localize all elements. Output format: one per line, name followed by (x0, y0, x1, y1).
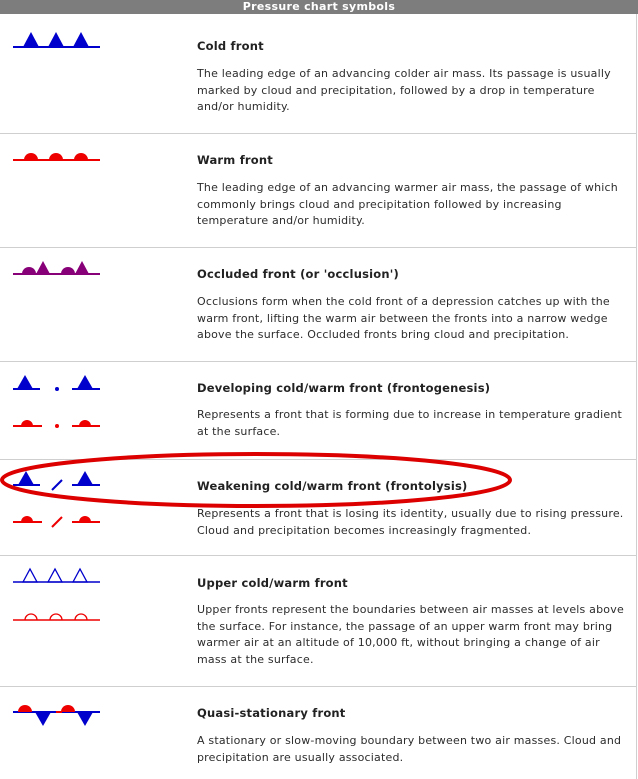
frontolysis-icon (0, 460, 110, 540)
upper-front-icon (0, 556, 110, 636)
row-title: Warm front (197, 153, 273, 167)
cold-front-icon (0, 14, 110, 74)
row-description: The leading edge of an advancing colder air mass. Its passage is usually marked by cloud and precipitation, followed by a drop in temperature and/or humidity. (197, 67, 611, 113)
table-header: Pressure chart symbols (0, 0, 638, 14)
row-frontogenesis (0, 362, 637, 460)
frontogenesis-icon (0, 362, 110, 442)
quasi-stationary-front-icon (0, 687, 110, 747)
row-description: Occlusions form when the cold front of a depression catches up with the warm front, lifting the warm air between the fronts into a narrow wedge above the surface. Occluded fronts bring cloud and precipitation. (197, 295, 610, 341)
row-title: Quasi-stationary front (197, 706, 346, 720)
row-title: Occluded front (or 'occlusion') (197, 267, 399, 281)
row-description: The leading edge of an advancing warmer air mass, the passage of which commonly brings cloud and precipitation followed by increasing temperature and/or humidity. (197, 181, 618, 227)
row-cold-front (0, 14, 637, 134)
warm-front-icon (0, 134, 110, 194)
row-description: Represents a front that is forming due to increase in temperature gradient at the surface. (197, 408, 623, 438)
row-title: Cold front (197, 39, 264, 53)
row-quasi-stationary-front (0, 687, 637, 779)
row-description: Upper fronts represent the boundaries between air masses at levels above the surface. For instance, the passage of an upper warm front may bring warmer air at an altitude of 10,000 ft, without bringing a change of air mass at the surface. (197, 603, 624, 666)
row-upper-front (0, 556, 637, 687)
row-warm-front (0, 134, 637, 248)
occluded-front-icon (0, 248, 110, 308)
row-occluded-front (0, 248, 637, 362)
row-frontolysis (0, 460, 637, 556)
row-title: Developing cold/warm front (frontogenesis) (197, 381, 491, 395)
row-description: A stationary or slow-moving boundary between two air masses. Cloud and precipitation are usually associated. (197, 734, 622, 764)
row-title: Upper cold/warm front (197, 576, 348, 590)
row-title: Weakening cold/warm front (frontolysis) (197, 479, 468, 493)
row-description: Represents a front that is losing its identity, usually due to rising pressure. Cloud and precipitation becomes increasingly fragmented. (197, 507, 624, 537)
